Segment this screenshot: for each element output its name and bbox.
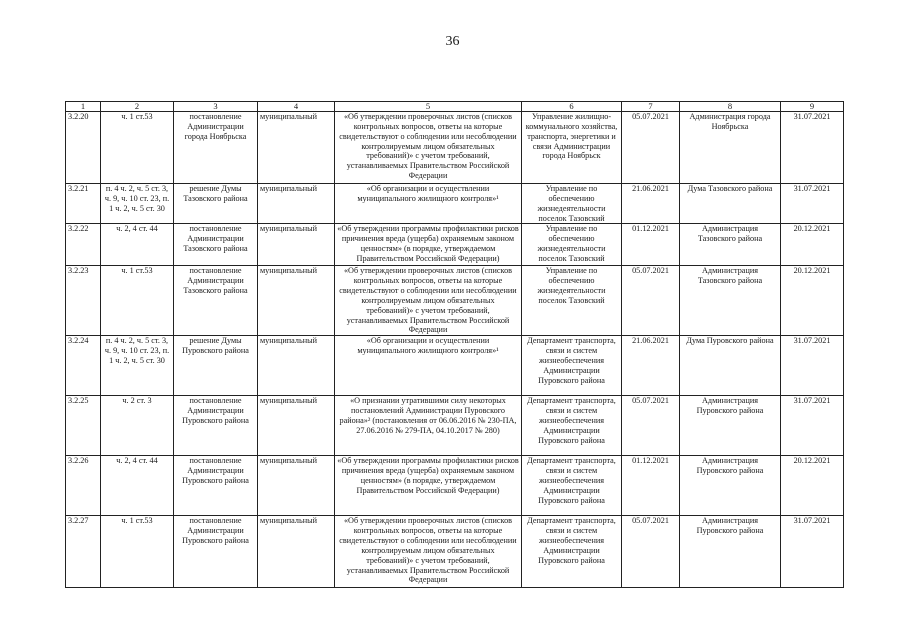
act-title: «Об организации и осуществлении муниципального жилищного контроля»¹ — [335, 184, 522, 224]
legal-article: ч. 1 ст.53 — [101, 266, 174, 336]
legal-article: ч. 2, 4 ст. 44 — [101, 456, 174, 516]
column-header: 2 — [101, 102, 174, 112]
act-type: постановление Администрации Пуровского района — [174, 456, 258, 516]
table-row — [66, 336, 844, 396]
approval-date: 31.07.2021 — [781, 184, 844, 224]
table-row — [66, 516, 844, 588]
approving-authority: Администрация Тазовского района — [680, 224, 781, 266]
approving-authority: Администрация Пуровского района — [680, 396, 781, 456]
draft-date: 05.07.2021 — [622, 396, 680, 456]
legal-article: ч. 1 ст.53 — [101, 516, 174, 588]
act-level: муниципальный — [258, 456, 335, 516]
column-header: 8 — [680, 102, 781, 112]
table-row — [66, 456, 844, 516]
row-number: 3.2.24 — [66, 336, 101, 396]
act-title: «Об утверждении проверочных листов (списков контрольных вопросов, ответы на которые свидетельствуют о соблюдении или несоблюдении контролируемым лицом обязательных требований)» с учетом требований, устанавливаемых Правительством Российской Федерации — [335, 516, 522, 588]
row-number: 3.2.25 — [66, 396, 101, 456]
approval-date: 20.12.2021 — [781, 224, 844, 266]
row-number: 3.2.27 — [66, 516, 101, 588]
act-level: муниципальный — [258, 336, 335, 396]
draft-date: 01.12.2021 — [622, 456, 680, 516]
column-header: 1 — [66, 102, 101, 112]
page-number: 36 — [445, 34, 460, 49]
plan-table — [65, 101, 844, 588]
column-header: 4 — [258, 102, 335, 112]
act-level: муниципальный — [258, 266, 335, 336]
act-title: «О признании утратившими силу некоторых постановлений Администрации Пуровского района»² (постановления от 06.06.2016 № 230-ПА, 27.06.2016 № 279-ПА, 04.10.2017 № 280) — [335, 396, 522, 456]
executor: Департамент транспорта, связи и систем жизнеобеспечения Администрации Пуровского района — [522, 516, 622, 588]
row-number: 3.2.20 — [66, 112, 101, 184]
legal-article: ч. 1 ст.53 — [101, 112, 174, 184]
executor: Управление по обеспечению жизнедеятельности поселок Тазовский — [522, 184, 622, 224]
act-level: муниципальный — [258, 184, 335, 224]
act-type: постановление Администрации Пуровского района — [174, 516, 258, 588]
act-type: постановление Администрации Тазовского района — [174, 224, 258, 266]
executor: Департамент транспорта, связи и систем жизнеобеспечения Администрации Пуровского района — [522, 336, 622, 396]
act-type: решение Думы Тазовского района — [174, 184, 258, 224]
act-title: «Об организации и осуществлении муниципального жилищного контроля»¹ — [335, 336, 522, 396]
table-row — [66, 184, 844, 224]
executor: Департамент транспорта, связи и систем жизнеобеспечения Администрации Пуровского района — [522, 396, 622, 456]
act-level: муниципальный — [258, 396, 335, 456]
column-header: 7 — [622, 102, 680, 112]
act-title: «Об утверждении проверочных листов (списков контрольных вопросов, ответы на которые свидетельствуют о соблюдении или несоблюдении контролируемым лицом обязательных требований)» с учетом требований, устанавливаемых Правительством Российской Федерации — [335, 266, 522, 336]
column-header: 9 — [781, 102, 844, 112]
executor: Управление по обеспечению жизнедеятельности поселок Тазовский — [522, 224, 622, 266]
act-type: постановление Администрации Пуровского района — [174, 396, 258, 456]
draft-date: 01.12.2021 — [622, 224, 680, 266]
legal-article: п. 4 ч. 2, ч. 5 ст. 3, ч. 9, ч. 10 ст. 23, п. 1 ч. 2, ч. 5 ст. 30 — [101, 336, 174, 396]
table-row — [66, 266, 844, 336]
act-title: «Об утверждении программы профилактики рисков причинения вреда (ущерба) охраняемым законом ценностям» (в порядке, утверждаемом Правительством Российской Федерации) — [335, 456, 522, 516]
legal-article: ч. 2, 4 ст. 44 — [101, 224, 174, 266]
approval-date: 31.07.2021 — [781, 112, 844, 184]
act-level: муниципальный — [258, 112, 335, 184]
approving-authority: Администрация города Ноябрьска — [680, 112, 781, 184]
row-number: 3.2.22 — [66, 224, 101, 266]
act-title: «Об утверждении программы профилактики рисков причинения вреда (ущерба) охраняемым законом ценностям» (в порядке, утверждаемом Правительством Российской Федерации) — [335, 224, 522, 266]
row-number: 3.2.23 — [66, 266, 101, 336]
row-number: 3.2.21 — [66, 184, 101, 224]
act-type: постановление Администрации города Ноябрьска — [174, 112, 258, 184]
row-number: 3.2.26 — [66, 456, 101, 516]
table-row — [66, 396, 844, 456]
approving-authority: Дума Тазовского района — [680, 184, 781, 224]
column-header: 3 — [174, 102, 258, 112]
legal-article: п. 4 ч. 2, ч. 5 ст. 3, ч. 9, ч. 10 ст. 23, п. 1 ч. 2, ч. 5 ст. 30 — [101, 184, 174, 224]
executor: Департамент транспорта, связи и систем жизнеобеспечения Администрации Пуровского района — [522, 456, 622, 516]
table-row — [66, 112, 844, 184]
executor: Управление жилищно-коммунального хозяйства, транспорта, энергетики и связи Администрации города Ноябрьск — [522, 112, 622, 184]
draft-date: 05.07.2021 — [622, 112, 680, 184]
approving-authority: Дума Пуровского района — [680, 336, 781, 396]
executor: Управление по обеспечению жизнедеятельности поселок Тазовский — [522, 266, 622, 336]
approving-authority: Администрация Пуровского района — [680, 516, 781, 588]
approval-date: 31.07.2021 — [781, 396, 844, 456]
approval-date: 20.12.2021 — [781, 266, 844, 336]
draft-date: 05.07.2021 — [622, 516, 680, 588]
column-header: 5 — [335, 102, 522, 112]
column-header: 6 — [522, 102, 622, 112]
approval-date: 31.07.2021 — [781, 336, 844, 396]
draft-date: 05.07.2021 — [622, 266, 680, 336]
act-type: постановление Администрации Тазовского района — [174, 266, 258, 336]
approving-authority: Администрация Пуровского района — [680, 456, 781, 516]
table-row — [66, 224, 844, 266]
act-level: муниципальный — [258, 516, 335, 588]
draft-date: 21.06.2021 — [622, 184, 680, 224]
table-header-row — [66, 102, 844, 112]
act-type: решение Думы Пуровского района — [174, 336, 258, 396]
approving-authority: Администрация Тазовского района — [680, 266, 781, 336]
approval-date: 31.07.2021 — [781, 516, 844, 588]
draft-date: 21.06.2021 — [622, 336, 680, 396]
act-title: «Об утверждении проверочных листов (списков контрольных вопросов, ответы на которые свидетельствуют о соблюдении или несоблюдении контролируемым лицом обязательных требований)» с учетом требований, устанавливаемых Правительством Российской Федерации — [335, 112, 522, 184]
approval-date: 20.12.2021 — [781, 456, 844, 516]
act-level: муниципальный — [258, 224, 335, 266]
legal-article: ч. 2 ст. 3 — [101, 396, 174, 456]
